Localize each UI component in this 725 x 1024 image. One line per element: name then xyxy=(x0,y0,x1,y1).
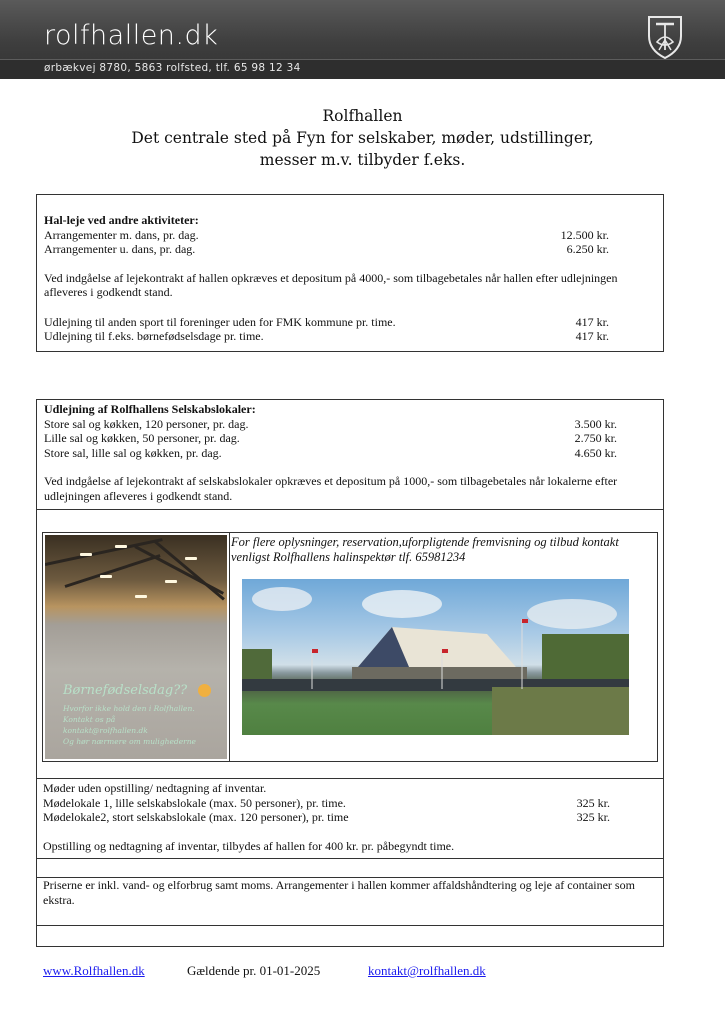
price-label: Arrangementer m. dans, pr. dag. xyxy=(44,227,199,242)
price-row xyxy=(44,329,657,344)
price-label: Mødelokale 1, lille selskabslokale (max. 50 personer), pr. time. xyxy=(43,795,346,810)
title-line-3: messer m.v. tilbyder f.eks. xyxy=(259,151,466,169)
price-label: Udlejning til f.eks. børnefødselsdage pr. time. xyxy=(44,329,264,343)
hall-deposit-note: Ved indgåelse af lejekontrakt af hallen opkræves et depositum på 4000,- som tilbagebetales når hallen efter udlejningen afleveres i godkendt stand. xyxy=(44,270,618,299)
footer-email[interactable] xyxy=(368,963,486,979)
price-value: 4.650 kr. xyxy=(574,445,617,460)
price-label: Mødelokale2, stort selskabslokale (max. 120 personer), pr. time xyxy=(43,810,349,824)
hall-interior-image xyxy=(45,535,227,759)
building-exterior-image xyxy=(242,579,629,735)
party-rooms-section xyxy=(36,399,664,510)
address-bar xyxy=(0,59,725,79)
website-link[interactable]: www.Rolfhallen.dk xyxy=(43,963,145,978)
price-value: 2.750 kr. xyxy=(574,431,617,445)
more-info-text: For flere oplysninger, reservation,uforpligtende fremvisning og tilbud kontakt venligst Rolfhallens halinspektør tlf. 65981234 xyxy=(231,535,619,564)
price-value: 12.500 kr. xyxy=(560,227,609,242)
price-row xyxy=(43,810,658,825)
divider xyxy=(36,858,664,859)
price-value: 3.500 kr. xyxy=(574,416,617,431)
footer-valid-from: Gældende pr. 01-01-2025 xyxy=(187,963,321,978)
price-label: Store sal og køkken, 120 personer, pr. dag. xyxy=(44,416,249,431)
promo-table xyxy=(42,532,658,762)
footer-website[interactable] xyxy=(43,963,145,979)
page-title xyxy=(0,105,725,171)
divider xyxy=(36,925,664,926)
meetings-section xyxy=(36,778,664,860)
promo-image-title: Børnefødselsdag?? xyxy=(63,683,188,698)
promo-image-line: Kontakt os på xyxy=(63,715,116,724)
party-rooms-heading: Udlejning af Rolfhallens Selskabslokaler: xyxy=(44,402,256,416)
price-value: 417 kr. xyxy=(575,314,609,329)
address-text: ørbækvej 8780, 5863 rolfsted, tlf. 65 98 12 34 xyxy=(44,62,301,74)
price-note: Priserne er inkl. vand- og elforbrug samt moms. Arrangementer i hallen kommer affaldshåndtering og leje af container som ekstra. xyxy=(43,878,635,907)
price-label: Lille sal og køkken, 50 personer, pr. dag. xyxy=(44,431,240,445)
price-row xyxy=(44,446,657,461)
price-value: 6.250 kr. xyxy=(566,242,609,256)
price-value: 325 kr. xyxy=(576,810,610,824)
title-line-1: Rolfhallen xyxy=(322,107,403,125)
price-row xyxy=(44,242,657,257)
promo-image-line: Og hør nærmere om mulighederne xyxy=(63,737,196,746)
price-value: 417 kr. xyxy=(575,329,609,343)
shield-crest-icon xyxy=(645,14,685,60)
promo-image-line: Hvorfor ikke hold den i Rolfhallen. xyxy=(63,704,195,713)
price-label: Store sal, lille sal og køkken, pr. dag. xyxy=(44,445,222,460)
brand-name[interactable]: rolfhallen.dk xyxy=(44,20,219,51)
promo-image-cell xyxy=(43,533,230,761)
price-row xyxy=(44,228,657,243)
price-row xyxy=(43,796,658,811)
price-value: 325 kr. xyxy=(576,795,610,810)
price-row xyxy=(44,315,657,330)
hall-rental-heading: Hal-leje ved andre aktiviteter: xyxy=(44,213,199,227)
promo-info-cell xyxy=(231,533,657,761)
party-deposit-note: Ved indgåelse af lejekontrakt af selskabslokaler opkræves et depositum på 1000,- som tilbagebetales når lokalerne efter udlejningen afleveres i godkendt stand. xyxy=(44,474,618,503)
title-line-2: Det centrale sted på Fyn for selskaber, møder, udstillinger, xyxy=(131,129,594,147)
email-link[interactable]: kontakt@rolfhallen.dk xyxy=(368,963,486,978)
price-label: Arrangementer u. dans, pr. dag. xyxy=(44,242,196,256)
promo-image-line: kontakt@rolfhallen.dk xyxy=(63,726,148,735)
party-face-icon xyxy=(198,684,211,697)
hall-rental-section xyxy=(36,194,664,352)
site-header xyxy=(0,0,725,78)
building-illustration xyxy=(242,579,629,735)
price-row xyxy=(44,431,657,446)
price-label: Udlejning til anden sport til foreninger uden for FMK kommune pr. time. xyxy=(44,314,396,329)
setup-note: Opstilling og nedtagning af inventar, tilbydes af hallen for 400 kr. pr. påbegyndt time. xyxy=(43,838,455,853)
price-row xyxy=(44,417,657,432)
meetings-heading: Møder uden opstilling/ nedtagning af inventar. xyxy=(43,781,267,795)
